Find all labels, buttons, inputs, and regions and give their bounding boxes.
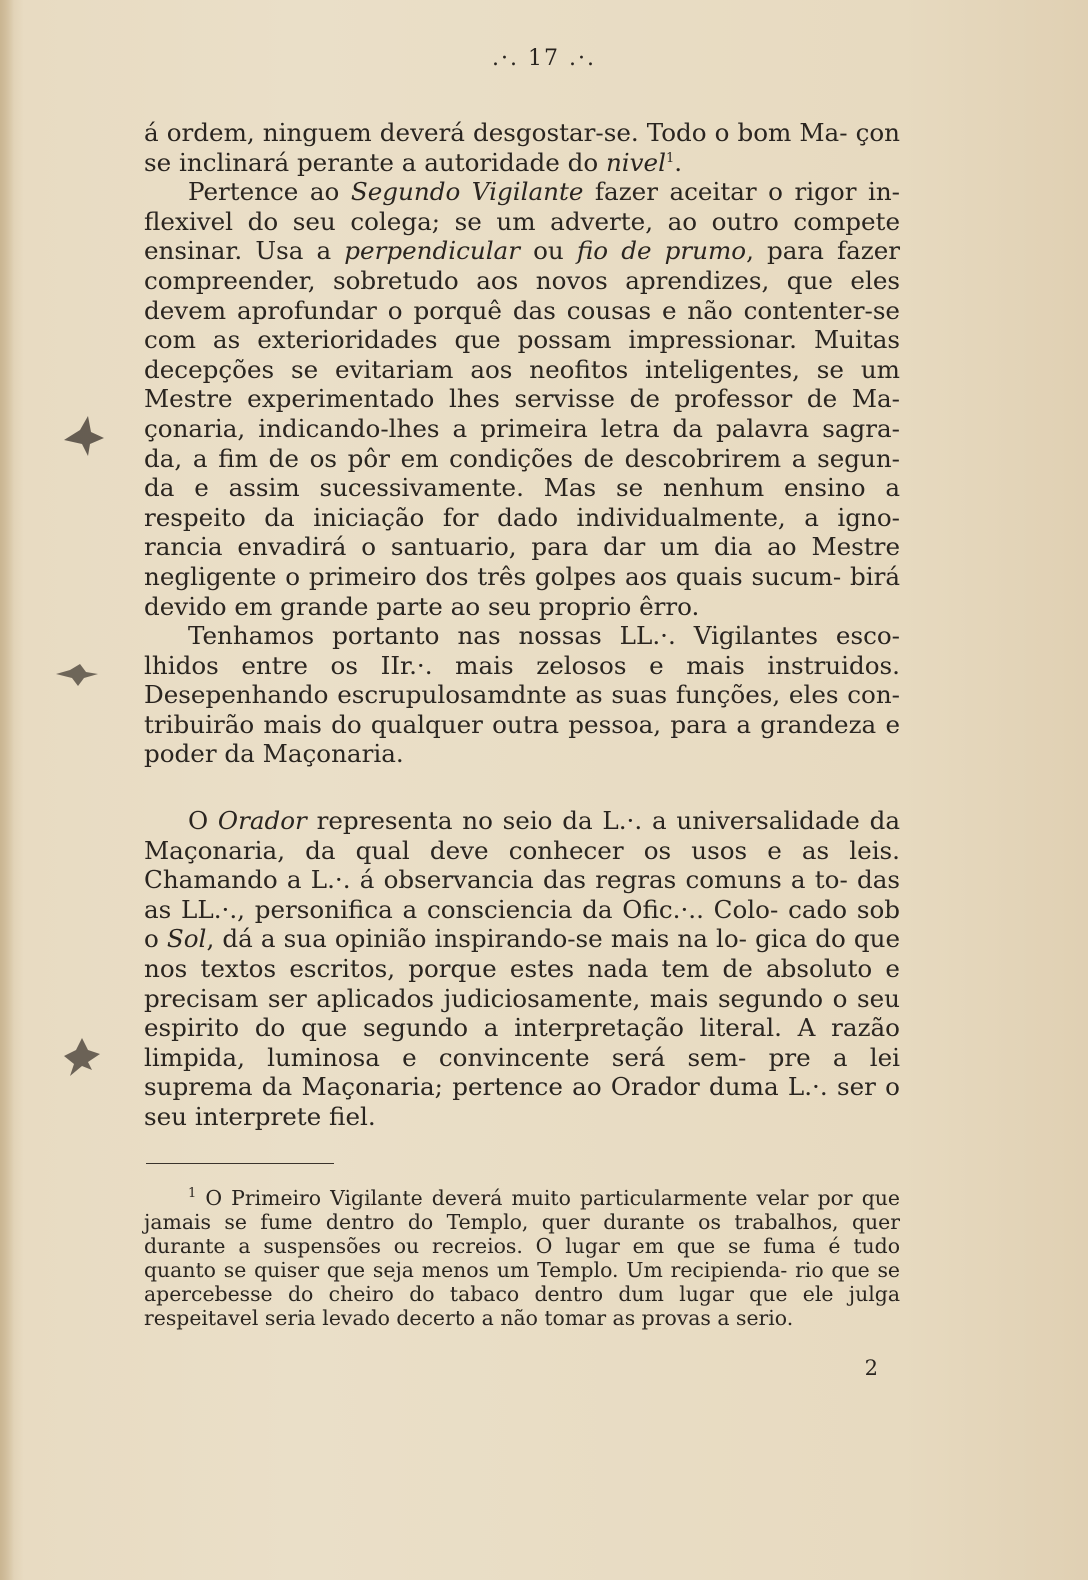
text-line: fazer aceitar o rigor in-: [583, 177, 900, 207]
text-line: á ordem, ninguem deverá desgostar-se. Todo o bom Ma-: [144, 118, 848, 147]
text-line: gica do que nos textos escritos, porque estes nada tem: [144, 924, 900, 983]
text-line: Mestre experimentado lhes servisse de professor de Ma-: [144, 384, 900, 414]
text-line: das as LL.·., personifica a consciencia da Ofic.·.. Colo-: [144, 865, 900, 924]
text-line: da Maçonaria, da qual deve conhecer os usos e as leis.: [144, 806, 901, 865]
text-line: , para fazer: [746, 236, 900, 266]
text-line: O Primeiro Vigilante deverá muito particularmente velar por: [196, 1186, 853, 1210]
text-line: literal. A razão limpida, luminosa e convincente será sem-: [144, 1013, 900, 1072]
text-line: pre a lei suprema da Maçonaria; pertence ao Orador duma: [144, 1042, 901, 1102]
paragraph-4: [144, 806, 900, 1132]
text-line: çon se inclinará perante a autoridade do: [144, 118, 900, 177]
signature-mark: 2: [864, 1356, 878, 1380]
text-line: devem aprofundar o porquê das cousas e não contenter-se: [144, 295, 900, 325]
text-line: cado sob o: [144, 894, 900, 954]
text-line: decepções se evitariam aos neofitos inteligentes, se um: [144, 354, 900, 384]
footnote-marker: 1: [188, 1186, 197, 1202]
text-line: compreender, sobretudo aos novos aprendizes, que eles: [144, 265, 900, 295]
text-line: O: [188, 806, 218, 835]
italic-term: Orador: [217, 806, 307, 835]
text-line: com as exterioridades que possam impressionar. Muitas: [144, 325, 900, 355]
italic-term: Sol: [166, 924, 207, 954]
text-line: çonaria, indicando-lhes a primeira letra da palavra sagra-: [144, 413, 900, 443]
text-line: lhidos entre os IIr.·. mais zelosos e mais instruidos.: [144, 650, 900, 680]
page-number: .·. 17 .·.: [492, 46, 596, 71]
main-text-upper: [144, 118, 900, 769]
text-line: rio que se apercebesse do cheiro do tabaco dentro dum lugar que: [144, 1258, 901, 1306]
text-line: respeito da iniciação for dado individualmente, a igno-: [144, 502, 900, 532]
text-line: Tenhamos portanto nas nossas LL.·. Vigilantes esco-: [188, 621, 900, 651]
italic-term: nivel: [605, 147, 666, 177]
text-line: Chamando a L.·. á observancia das regras comuns a to-: [144, 865, 848, 895]
text-line: , dá a sua opinião inspirando-se mais na lo-: [206, 924, 747, 954]
text-line: tribuirão mais do qualquer outra pessoa, para a grandeza: [144, 709, 877, 739]
text-line: que jamais se fume dentro do Templo, quer durante os trabalhos,: [144, 1186, 900, 1234]
text-line: birá devido em grande parte ao seu proprio êrro.: [144, 561, 901, 621]
text-line: Desepenhando escrupulosamdnte as suas funções, eles con-: [144, 680, 900, 710]
text-line: .: [674, 147, 683, 177]
text-line: ele julga respeitavel seria levado decerto a não tomar as provas a: [144, 1282, 900, 1330]
text-line: L.·. ser o seu interprete fiel.: [144, 1072, 900, 1131]
paragraph-1: [144, 118, 900, 177]
paragraph-3: [144, 621, 900, 769]
footnote: [144, 1186, 900, 1330]
footnote-text: [144, 1186, 900, 1330]
text-line: Pertence ao: [188, 177, 351, 207]
text-line: negligente o primeiro dos três golpes aos quais sucum-: [144, 561, 842, 591]
text-line: ou: [519, 236, 577, 266]
text-line: ensinar. Usa a: [144, 236, 345, 266]
margin-ink-mark-icon: [52, 662, 100, 688]
margin-ink-mark-icon: [56, 1036, 104, 1090]
margin-ink-mark-icon: [58, 410, 108, 462]
italic-term: Segundo Vigilante: [350, 177, 584, 207]
italic-term: fio de prumo: [576, 236, 747, 266]
page-edge-shadow: [0, 0, 14, 1580]
text-line: serio.: [736, 1306, 794, 1330]
footnote-divider: [146, 1163, 334, 1164]
text-line: quer durante a suspensões ou recreios. O lugar em que se fuma é: [144, 1210, 900, 1258]
italic-term: perpendicular: [344, 236, 520, 266]
text-line: da e assim sucessivamente. Mas se nenhum ensino a: [144, 473, 900, 503]
main-text-lower: [144, 806, 900, 1132]
text-line: da, a fim de os pôr em condições de descobrirem a segun-: [144, 443, 900, 473]
paragraph-2: [144, 177, 900, 621]
text-line: e poder da Maçonaria.: [144, 709, 900, 769]
text-line: tudo quanto se quiser que seja menos um Templo. Um recipienda-: [144, 1234, 901, 1282]
footnote-ref: 1: [665, 150, 675, 166]
text-line: segundo o seu espirito do que segundo a interpretação: [144, 983, 900, 1043]
text-line: representa no seio da L.·. a universalidade: [306, 806, 860, 835]
text-line: flexivel do seu colega; se um adverte, ao outro compete: [144, 206, 900, 236]
text-line: de absoluto e precisam ser aplicados judiciosamente, mais: [144, 953, 900, 1013]
text-line: rancia envadirá o santuario, para dar um dia ao Mestre: [144, 532, 900, 562]
